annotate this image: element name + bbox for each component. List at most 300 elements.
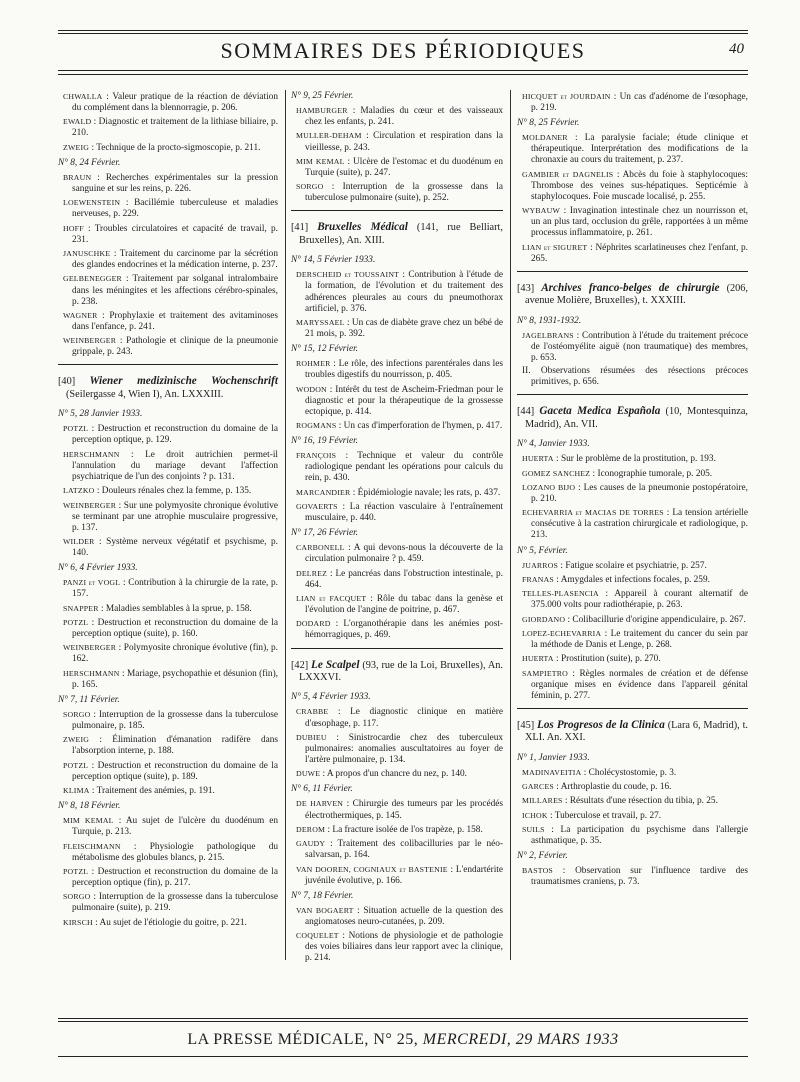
entry-title: Un cas de diabète grave chez un bébé de 21 mois, p. 392. <box>305 317 503 339</box>
entry-list <box>291 542 503 641</box>
entry: GAUDY : Traitement des colibacilluries par le néo-salvarsan, p. 164. <box>296 839 503 861</box>
entry: SORGO : Interruption de la grossesse dans la tuberculose pulmonaire (suite), p. 219. <box>63 892 279 914</box>
entry: POTZL : Destruction et reconstruction du domaine de la perception optique (suite), p. 160. <box>63 617 278 639</box>
entry-author: COQUELET <box>296 931 339 941</box>
issue-date: N° 8, 25 Février. <box>517 118 580 129</box>
entry-list <box>517 453 748 541</box>
entry-author: ICHOK <box>522 810 548 820</box>
entry-title: L'organothérapie dans les anémies post-hémorragiques, p. 469. <box>305 619 503 641</box>
entry-title: Traitement des colibacilluries par le néo-salvarsan, p. 164. <box>305 839 503 861</box>
entry: DEROM : La fracture isolée de l'os trapèze, p. 158. <box>296 824 483 835</box>
entry: MIM KEMAL : Ulcère de l'estomac et du duodénum en Turquie (suite), p. 247. <box>296 156 504 178</box>
entry: GELBENEGGER : Traitement par solganal intralombaire dans les méningites et les affections cérébro-spinales, p. 238. <box>63 274 278 307</box>
entry-title: Douleurs rénales chez la femme, p. 135. <box>101 486 252 497</box>
entry-author: GARCES <box>522 782 554 791</box>
entry-author: CHWALLA <box>63 92 103 101</box>
issue-date: N° 14, 5 Février 1933. <box>291 255 376 266</box>
issue-date: N° 6, 4 Février 1933. <box>58 563 138 574</box>
entry-author: MULLER-DEHAM <box>296 131 362 141</box>
entry-title: Observation sur l'influence tardive des traumatismes craniens, p. 73. <box>531 866 749 888</box>
entry: ICHOK : Tuberculose et travail, p. 27. <box>522 810 662 821</box>
entry: MULLER-DEHAM : Circulation et respiration dans la vieillesse, p. 243. <box>296 131 504 153</box>
issue-date: N° 17, 26 Février. <box>291 528 358 539</box>
entry-title: Technique de la procto-sigmoscopie, p. 211. <box>96 142 261 153</box>
entry-title: Le droit autrichien permet-il l'annulation du mariage devant l'affection psychiatrique de l'un des conjoints ? p. 131. <box>72 449 278 482</box>
journal-info: (93, rue de la Loi, Bruxelles), An. LXXXVI. <box>299 659 503 683</box>
entry-author: POTZL <box>63 617 89 627</box>
entry-title: Au sujet de l'étiologie du goitre, p. 221. <box>99 917 247 928</box>
entry-author: SORGO <box>296 182 324 192</box>
entry: COQUELET : Notions de physiologie et de pathologie des voies biliaires dans leur rapport avec la clinique, p. 214. <box>296 931 504 964</box>
entry: GOMEZ SANCHEZ : Iconographie tumorale, p. 205. <box>522 468 713 479</box>
entry-author: DODARD <box>296 619 331 629</box>
entry-author: MOLDANER <box>522 133 568 143</box>
entry-author: KIRSCH <box>63 917 93 927</box>
entry: DERSCHEID et TOUSSAINT : Contribution à l'étude de la formation, de l'évolution et du traitement des adhérences pleurales au cours du pneumothorax artificiel, p. 376. <box>296 270 503 314</box>
entry-author: DERSCHEID et TOUSSAINT <box>296 270 400 280</box>
entry: HUERTA : Prostitution (suite), p. 270. <box>522 654 661 665</box>
entry-author: CARBONELL <box>296 543 345 553</box>
entry-title: Prophylaxie et traitement des avitaminoses dans l'enfance, p. 241. <box>72 310 278 332</box>
entry: MIM KEMAL : Au sujet de l'ulcère du duodénum en Turquie, p. 213. <box>63 816 279 838</box>
entry-author: ZWEIG <box>63 142 90 152</box>
entry: CARBONELL : A qui devons-nous la découverte de la circulation pulmonaire ? p. 459. <box>296 543 503 565</box>
entry-author: MARCANDIER <box>296 487 351 497</box>
journal-number: [45] <box>517 719 535 731</box>
entry-title: Maladies semblables à la sprue, p. 158. <box>105 603 252 614</box>
entry-list <box>291 269 503 340</box>
entry-list <box>517 330 748 389</box>
entry-title: Mariage, psychopathie et désunion (fin), p. 165. <box>72 668 278 690</box>
entry-author: JANUSCHKE <box>63 249 111 259</box>
entry-list <box>517 91 748 114</box>
entry-title: Interruption de la grossesse dans la tuberculose pulmonaire (suite), p. 219. <box>72 892 279 914</box>
issue-date: N° 5, 4 Février 1933. <box>291 692 371 703</box>
journal-number: [43] <box>517 282 535 294</box>
entry-title: Notions de physiologie et de pathologie des voies biliaires dans leur rapport avec la clinique, p. 214. <box>305 931 504 964</box>
footer-journal: LA PRESSE MÉDICALE, <box>187 1031 369 1048</box>
entry-author: HAMBURGER <box>296 106 348 116</box>
entry-list <box>58 815 278 929</box>
section-rule <box>517 271 748 272</box>
entry <box>517 366 748 388</box>
entry: WEINBERGER : Sur une polymyosite chronique évolutive se terminant par une atrophie musculaire progressive, p. 137. <box>63 500 279 533</box>
entry-author: MIM KEMAL <box>296 156 345 166</box>
journal-name: Wiener medizinische Wochenschrift <box>89 375 278 388</box>
entry-title: Sur une polymyosite chronique évolutive se terminant par une atrophie musculaire progressive, p. 137. <box>72 500 279 533</box>
entry-title: Appareil à courant alternatif de 375.000 volts pour radiothérapie, p. 263. <box>531 589 749 611</box>
column-separator <box>285 90 286 960</box>
entry: HOFF : Troubles circulatoires et capacité de travail, p. 231. <box>63 223 278 245</box>
journal-number: [44] <box>517 406 535 418</box>
entry-author: LATZKO <box>63 486 95 496</box>
entry-author: TELLES-PLASENCIA <box>522 589 599 599</box>
entry-author: HICQUET et JOURDAIN <box>522 92 611 101</box>
entry: FLEISCHMANN : Physiologie pathologique du métabolisme des globules blancs, p. 215. <box>63 841 278 863</box>
entry-author: WILDER <box>63 536 95 546</box>
entry-title: Technique et valeur du contrôle radiologique pendant les opérations pour calculs du rein, p. 430. <box>305 451 503 484</box>
journal-name: Gaceta Medica Española <box>539 405 661 418</box>
entry-title: Diagnostic et traitement de la lithiase biliaire, p. 210. <box>72 117 279 139</box>
entry-author: ECHEVARRIA et MACIAS DE TORRES <box>522 508 664 518</box>
entry: ZWEIG : Technique de la procto-sigmoscopie, p. 211. <box>63 142 261 153</box>
issue-date: N° 1, Janvier 1933. <box>517 752 590 763</box>
entry-title: Au sujet de l'ulcère du duodénum en Turquie, p. 213. <box>72 816 279 838</box>
entry-author: GOMEZ SANCHEZ <box>522 468 591 478</box>
entry-title: Un cas d'imperforation de l'hymen, p. 417. <box>343 421 503 431</box>
entry-title: Arthroplastie du coude, p. 16. <box>560 782 672 792</box>
entry: SUILS : La participation du psychisme dans l'allergie asthmatique, p. 35. <box>522 824 748 846</box>
entry-title: Amygdales et infections focales, p. 259. <box>560 574 710 585</box>
journal-title <box>291 659 503 685</box>
entry-title: Interruption de la grossesse dans la tuberculose pulmonaire (suite), p. 252. <box>305 182 503 204</box>
column-2 <box>291 91 504 964</box>
entry-author: HERSCHMANN <box>63 668 120 678</box>
entry-list <box>517 767 748 847</box>
entry-title: Chirurgie des tumeurs par les procédés électrothermiques, p. 145. <box>305 799 503 821</box>
entry: LIAN et SIGURET : Néphrites scarlatineuses chez l'enfant, p. 265. <box>522 242 748 264</box>
entry-author: VAN DOOREN, COGNIAUX et BASTENIE <box>296 864 448 874</box>
entry-author: WEINBERGER <box>63 336 117 346</box>
entry-author: POTZL <box>63 867 89 876</box>
top-rule-2 <box>58 33 748 34</box>
entry-title: Le rôle, des infections parentérales dans les troubles digestifs du nourrisson, p. 405. <box>305 359 504 381</box>
entry-author: GAMBIER et DAGNELIS <box>522 169 614 179</box>
entry: GOVAERTS : La réaction vasculaire à l'entraînement musculaire, p. 440. <box>296 501 504 524</box>
entry-title: Épidémiologie navale; les rats, p. 437. <box>357 487 501 498</box>
entry-title: Valeur pratique de la réaction de déviation du complément dans la blennorragie, p. 206. <box>72 92 278 114</box>
section-rule <box>517 708 748 709</box>
entry: WEINBERGER : Pathologie et clinique de la pneumonie grippale, p. 243. <box>63 336 279 358</box>
entry-list <box>291 105 503 204</box>
entry-author: EWALD <box>63 117 92 127</box>
entry-title: Sinistrocardie chez des tuberculeux pulmonaires: anomalies auscultatoires au foyer de l'artère pulmonaire, p. 134. <box>305 732 503 765</box>
entry-list <box>58 91 278 154</box>
entry-title: Élimination d'émanation radifère dans l'absorption interne, p. 188. <box>72 735 279 757</box>
entry: BRAUN : Recherches expérimentales sur la pression sanguine et sur les reins, p. 226. <box>63 172 278 195</box>
entry-title: Prostitution (suite), p. 270. <box>560 654 661 665</box>
entry: DODARD : L'organothérapie dans les anémies post-hémorragiques, p. 469. <box>296 619 503 641</box>
journal-info: (10, Montesquinza, Madrid), An. VII. <box>525 406 748 430</box>
entry: HUERTA : Sur le problème de la prostitution, p. 193. <box>522 454 716 465</box>
entry-title: Contribution à la chirurgie de la rate, p. 157. <box>72 578 278 600</box>
entry-author: ROGMANS <box>296 421 337 430</box>
entry-title: Résultats d'une résection du tibia, p. 25. <box>569 796 718 807</box>
entry-title: II. Observations résumées des résections précoces primitives, p. 656. <box>522 366 748 388</box>
entry: WAGNER : Prophylaxie et traitement des avitaminoses dans l'enfance, p. 241. <box>63 310 278 332</box>
entry-title: Sur le problème de la prostitution, p. 193. <box>560 454 716 465</box>
entry-author: BRAUN <box>63 172 92 182</box>
entry: ECHEVARRIA et MACIAS DE TORRES : La tension artérielle consécutive à la castration chirurgicale et radiologique, p. 213. <box>522 508 748 541</box>
entry: MARCANDIER : Épidémiologie navale; les rats, p. 437. <box>296 487 501 498</box>
journal-number: [42] <box>291 659 309 671</box>
entry: CRABBE : Le diagnostic clinique en matière d'œsophage, p. 117. <box>296 707 503 729</box>
entry: DUBIEU : Sinistrocardie chez des tuberculeux pulmonaires: anomalies auscultatoires au foyer de l'artère pulmonaire, p. 134. <box>296 732 503 765</box>
entry-author: SNAPPER <box>63 603 99 613</box>
journal-number: [41] <box>291 222 309 234</box>
entry-author: DELREZ <box>296 568 328 578</box>
entry-title: Traitement du carcinome par la sécrétion des glandes endocrines et la médication interne, p. 237. <box>72 249 278 271</box>
page-title: SOMMAIRES DES PÉRIODIQUES <box>220 38 586 63</box>
entry-list <box>517 132 748 265</box>
entry-title: Destruction et reconstruction du domaine de la perception optique (fin), p. 217. <box>72 867 278 889</box>
entry-list <box>58 577 278 691</box>
entry-list <box>58 423 278 559</box>
entry-title: Maladies du cœur et des vaisseaux chez les enfants, p. 241. <box>305 106 503 128</box>
entry: SORGO : Interruption de la grossesse dans la tuberculose pulmonaire, p. 185. <box>63 709 279 732</box>
entry-title: Physiologie pathologique du métabolisme des globules blancs, p. 215. <box>72 841 278 863</box>
entry-author: WAGNER <box>63 310 98 320</box>
journal-number: [40] <box>58 376 76 388</box>
entry-author: DUBIEU <box>296 732 327 742</box>
section-rule <box>517 394 748 395</box>
journal-name: Bruxelles Médical <box>317 221 408 234</box>
entry-title: Pathologie et clinique de la pneumonie grippale, p. 243. <box>72 336 279 358</box>
entry-title: Le diagnostic clinique en matière d'œsophage, p. 117. <box>305 707 503 729</box>
entry-list <box>291 905 503 965</box>
entry-author: SORGO <box>63 709 91 719</box>
entry: GARCES : Arthroplastie du coude, p. 16. <box>522 782 672 792</box>
entry-author: JAGELBRANS <box>522 330 574 340</box>
entry: MOLDANER : La paralysie faciale; étude clinique et thérapeutique. Interprétation des modifications de la chronaxie au cours du traitement, p. 237. <box>522 133 748 166</box>
issue-date: N° 6, 11 Février. <box>291 784 353 795</box>
entry-title: Colibacillurie d'origine appendiculaire, p. 267. <box>572 614 746 625</box>
entry: VAN BOGAERT : Situation actuelle de la question des angiomatoses neuro-cutanées, p. 209. <box>296 905 504 927</box>
entry: GAMBIER et DAGNELIS : Abcès du foie à staphylocoques: Thrombose des veines sus-hépatiques. Septicémie à staphylocoques. Foie muscade localisé, p. 255. <box>522 169 748 202</box>
entry-title: La participation du psychisme dans l'allergie asthmatique, p. 35. <box>531 824 748 846</box>
header-rule <box>58 70 748 71</box>
entry-title: Recherches expérimentales sur la pression sanguine et sur les reins, p. 226. <box>72 172 278 195</box>
issue-date: N° 4, Janvier 1933. <box>517 439 590 450</box>
entry-author: WODON <box>296 384 327 394</box>
entry-title: Intérêt du test de Ascheim-Friedman pour le diagnostic et pour la thérapeutique de la grossesse ectopique, p. 414. <box>305 384 503 417</box>
entry-title: Les causes de la pneumonie postopératoire, p. 210. <box>531 482 749 504</box>
entry-title: La réaction vasculaire à l'entraînement musculaire, p. 440. <box>305 501 504 524</box>
entry-author: GOVAERTS <box>296 501 338 511</box>
top-rule <box>58 30 748 31</box>
journal-title <box>517 282 748 308</box>
entry-author: CRABBE <box>296 707 329 717</box>
entry-title: Iconographie tumorale, p. 205. <box>597 468 713 479</box>
entry: TELLES-PLASENCIA : Appareil à courant alternatif de 375.000 volts pour radiothérapie, p. 263. <box>522 589 749 611</box>
entry-title: Néphrites scarlatineuses chez l'enfant, p. 265. <box>531 242 748 264</box>
entry: MARYSSAEL : Un cas de diabète grave chez un bébé de 21 mois, p. 392. <box>296 317 503 339</box>
journal-title <box>517 405 748 431</box>
entry-author: FLEISCHMANN <box>63 841 121 851</box>
entry: KLIMA : Traitement des anémies, p. 191. <box>63 786 215 797</box>
entry: DE HARVEN : Chirurgie des tumeurs par les procédés électrothermiques, p. 145. <box>296 799 503 821</box>
entry-title: Bacillémie tuberculeuse et maladies nerveuses, p. 229. <box>72 198 278 220</box>
entry-author: HUERTA <box>522 454 554 464</box>
entry-title: Rôle du tabac dans la genèse et l'évolution de l'angine de poitrine, p. 467. <box>305 593 504 616</box>
entry: SAMPIETRO : Règles normales de création et de défense organique mises en évidence dans l'appareil génital féminin, p. 277. <box>522 668 748 701</box>
entry-author: HUERTA <box>522 654 554 664</box>
entry-author: JUARROS <box>522 560 559 570</box>
issue-date: N° 5, Février. <box>517 545 568 556</box>
issue-date: N° 7, 11 Février. <box>58 694 120 705</box>
entry-author: ZWEIG <box>63 735 90 745</box>
entry-title: Circulation et respiration dans la vieillesse, p. 243. <box>305 131 504 153</box>
entry-title: L'endartérite juvénile évolutive, p. 166. <box>305 864 503 886</box>
issue-date: N° 8, 18 Février. <box>58 801 121 812</box>
entry: POTZL : Destruction et reconstruction du domaine de la perception optique (suite), p. 189. <box>63 760 278 782</box>
entry: WODON : Intérêt du test de Ascheim-Friedman pour le diagnostic et pour la thérapeutique de la grossesse ectopique, p. 414. <box>296 384 503 417</box>
entry-title: Ulcère de l'estomac et du duodénum en Turquie (suite), p. 247. <box>305 156 504 178</box>
entry-author: POTZL <box>63 424 89 434</box>
entry: ZWEIG : Élimination d'émanation radifère dans l'absorption interne, p. 188. <box>63 735 279 757</box>
entry-title: Destruction et reconstruction du domaine de la perception optique (suite), p. 189. <box>72 760 278 782</box>
section-rule <box>291 648 503 649</box>
page-number: 40 <box>729 41 744 57</box>
entry-author: LOZANO BIJO <box>522 482 576 492</box>
entry-list <box>58 709 278 797</box>
footer-date: MERCREDI, 29 MARS 1933 <box>422 1031 619 1048</box>
entry-title: Destruction et reconstruction du domaine de la perception optique (suite), p. 160. <box>72 617 278 639</box>
issue-date: N° 16, 19 Février. <box>291 436 358 447</box>
journal-title <box>517 719 748 745</box>
footer-bottom-rule <box>58 1056 748 1057</box>
entry-author: VAN BOGAERT <box>296 905 354 915</box>
entry-author: SUILS <box>522 824 545 834</box>
entry: LOEWENSTEIN : Bacillémie tuberculeuse et maladies nerveuses, p. 229. <box>63 198 278 220</box>
entry: MILLARES : Résultats d'une résection du tibia, p. 25. <box>522 796 718 807</box>
entry: HERSCHMANN : Le droit autrichien permet-il l'annulation du mariage devant l'affection psychiatrique de l'un des conjoints ? p. 131. <box>63 449 278 482</box>
entry-title: Traitement par solganal intralombaire dans les méningites et les affections cérébro-spinales, p. 238. <box>72 274 278 307</box>
entry-author: GELBENEGGER <box>63 274 122 284</box>
entry-author: POTZL <box>63 760 89 770</box>
entry-title: Traitement des anémies, p. 191. <box>96 786 215 797</box>
entry: JUARROS : Fatigue scolaire et psychiatrie, p. 257. <box>522 560 707 571</box>
entry-author: KLIMA <box>63 786 90 796</box>
entry: HAMBURGER : Maladies du cœur et des vaisseaux chez les enfants, p. 241. <box>296 106 503 128</box>
entry-title: Destruction et reconstruction du domaine de la perception optique, p. 129. <box>72 424 278 446</box>
entry: HICQUET et JOURDAIN : Un cas d'adénome de l'œsophage, p. 219. <box>522 92 748 114</box>
issue-date: N° 15, 12 Février. <box>291 344 358 355</box>
entry-author: WYBAUW <box>522 206 561 216</box>
entry-author: LIAN et SIGURET <box>522 242 588 252</box>
entry: FRANAS : Amygdales et infections focales, p. 259. <box>522 574 710 585</box>
entry: ROHMER : Le rôle, des infections parentérales dans les troubles digestifs du nourrisson, p. 405. <box>296 359 504 381</box>
entry: DELREZ : Le pancréas dans l'obstruction intestinale, p. 464. <box>296 568 503 590</box>
entry-author: DE HARVEN <box>296 799 344 809</box>
entry-title: La tension artérielle consécutive à la castration chirurgicale et radiologique, p. 213. <box>531 508 748 541</box>
entry: EWALD : Diagnostic et traitement de la lithiase biliaire, p. 210. <box>63 117 279 139</box>
entry: JANUSCHKE : Traitement du carcinome par la sécrétion des glandes endocrines et la médication interne, p. 237. <box>63 249 278 271</box>
entry-title: La fracture isolée de l'os trapèze, p. 158. <box>332 824 483 835</box>
entry-author: DUWE <box>296 769 321 779</box>
entry-title: Le traitement du cancer du sein par la méthode de Danis et Lenge, p. 268. <box>531 628 748 650</box>
entry: SNAPPER : Maladies semblables à la sprue, p. 158. <box>63 603 252 614</box>
issue-date: N° 7, 18 Février. <box>291 890 354 901</box>
entry-title: Système nerveux végétatif et psychisme, p. 140. <box>72 536 279 559</box>
entry: ROGMANS : Un cas d'imperforation de l'hymen, p. 417. <box>296 421 503 431</box>
entry-author: MIM KEMAL <box>63 816 114 826</box>
entry-author: MILLARES <box>522 796 563 806</box>
entry-title: Cholécystostomie, p. 3. <box>588 767 677 778</box>
entry: SORGO : Interruption de la grossesse dans la tuberculose pulmonaire (suite), p. 252. <box>296 182 503 204</box>
entry: JAGELBRANS : Contribution à l'étude du traitement précoce de l'ostéomyélite aiguë (non traumatique) des membres, p. 653. <box>522 330 748 363</box>
column-separator <box>510 90 511 960</box>
entry-title: Contribution à l'étude de la formation, de l'évolution et du traitement des adhérences pleurales au cours du pneumothorax artificiel, p. 376. <box>305 270 503 314</box>
entry-title: Polymyosite chronique évolutive (fin), p. 162. <box>72 643 279 665</box>
entry-author: WEINBERGER <box>63 643 117 653</box>
journal-info: (Lara 6, Madrid), t. XLI. An. XXI. <box>525 719 749 744</box>
entry-title: Situation actuelle de la question des angiomatoses neuro-cutanées, p. 209. <box>305 905 504 927</box>
entry-list <box>517 865 748 888</box>
entry-author: FRANAS <box>522 574 554 584</box>
journal-name: Le Scalpel <box>311 658 360 671</box>
entry: LIAN et FACQUET : Rôle du tabac dans la genèse et l'évolution de l'angine de poitrine, p. 467. <box>296 593 504 616</box>
entry-title: Fatigue scolaire et psychiatrie, p. 257. <box>565 560 707 571</box>
entry-title: Le pancréas dans l'obstruction intestinale, p. 464. <box>305 568 503 590</box>
entry-author: GAUDY <box>296 839 326 849</box>
section-rule <box>291 210 503 211</box>
entry-author: HOFF <box>63 223 84 233</box>
entry-author: FRANÇOIS <box>296 451 337 461</box>
entry: POTZL : Destruction et reconstruction du domaine de la perception optique (fin), p. 217. <box>63 867 278 889</box>
entry-author: LIAN et FACQUET <box>296 593 367 603</box>
column-3 <box>517 91 748 957</box>
footer <box>58 1031 748 1049</box>
entry: LOPEZ-ECHEVARRIA : Le traitement du cancer du sein par la méthode de Danis et Lenge, p. 268. <box>522 628 748 650</box>
journal-name: Los Progresos de la Clinica <box>537 718 665 731</box>
entry: DUWE : A propos d'un chancre du nez, p. 140. <box>296 769 467 780</box>
footer-issue: N° 25, <box>373 1031 419 1048</box>
entry-author: LOPEZ-ECHEVARRIA <box>522 628 602 638</box>
entry-title: Invagination intestinale chez un nourrisson et, un an plus tard, occlusion du grêle, rapportées à un même processus inflammatoire, p. 261. <box>531 206 749 239</box>
entry: BASTOS : Observation sur l'influence tardive des traumatismes craniens, p. 73. <box>522 866 749 888</box>
entry: VAN DOOREN, COGNIAUX et BASTENIE : L'endartérite juvénile évolutive, p. 166. <box>296 864 503 886</box>
entry-list <box>291 450 503 524</box>
entry: POTZL : Destruction et reconstruction du domaine de la perception optique, p. 129. <box>63 424 278 446</box>
entry: CHWALLA : Valeur pratique de la réaction de déviation du complément dans la blennorragie, p. 206. <box>63 92 278 114</box>
entry-list <box>291 358 503 432</box>
entry-author: MARYSSAEL <box>296 317 345 327</box>
entry-title: Contribution à l'étude du traitement précoce de l'ostéomyélite aiguë (non traumatique) des membres, p. 653. <box>531 330 748 363</box>
journal-title <box>291 221 503 247</box>
entry: HERSCHMANN : Mariage, psychopathie et désunion (fin), p. 165. <box>63 668 278 690</box>
entry-author: BASTOS <box>522 866 553 876</box>
column-1 <box>58 91 278 957</box>
entry-title: Règles normales de création et de défense organique mises en évidence dans l'appareil génital féminin, p. 277. <box>531 668 748 701</box>
issue-date: N° 2, Février. <box>517 851 568 862</box>
entry-author: SORGO <box>63 892 91 902</box>
entry-list <box>291 706 503 780</box>
entry: GIORDANO : Colibacillurie d'origine appendiculaire, p. 267. <box>522 614 746 625</box>
header-rule-2 <box>58 74 748 75</box>
journal-info: (Seilergasse 4, Wien I), An. LXXXIII. <box>66 388 224 400</box>
entry: WILDER : Système nerveux végétatif et psychisme, p. 140. <box>63 536 279 559</box>
entry-author: DEROM <box>296 824 326 834</box>
entry-title: Troubles circulatoires et capacité de travail, p. 231. <box>72 223 278 245</box>
entry-author: HERSCHMANN <box>63 449 120 459</box>
section-rule <box>58 364 278 365</box>
entry-author: SAMPIETRO <box>522 668 568 678</box>
entry: LATZKO : Douleurs rénales chez la femme, p. 135. <box>63 486 252 497</box>
entry-author: GIORDANO <box>522 614 566 624</box>
footer-rule <box>58 1018 748 1019</box>
entry: PANZI et VOGL : Contribution à la chirurgie de la rate, p. 157. <box>63 578 278 600</box>
entry: WEINBERGER : Polymyosite chronique évolutive (fin), p. 162. <box>63 643 279 665</box>
entry-title: Un cas d'adénome de l'œsophage, p. 219. <box>531 92 748 114</box>
issue-date: N° 5, 28 Janvier 1933. <box>58 409 143 420</box>
journal-info: (141, rue Belliart, Bruxelles), An. XIII. <box>299 222 503 246</box>
entry-author: WEINBERGER <box>63 500 117 510</box>
entry-title: A qui devons-nous la découverte de la circulation pulmonaire ? p. 459. <box>305 543 503 565</box>
entry-title: Interruption de la grossesse dans la tuberculose pulmonaire, p. 185. <box>72 709 279 732</box>
entry-title: La paralysie faciale; étude clinique et thérapeutique. Interprétation des modifications de la chronaxie au cours du traitement, p. 237. <box>531 133 748 166</box>
entry: MADINAVEITIA : Cholécystostomie, p. 3. <box>522 767 677 778</box>
